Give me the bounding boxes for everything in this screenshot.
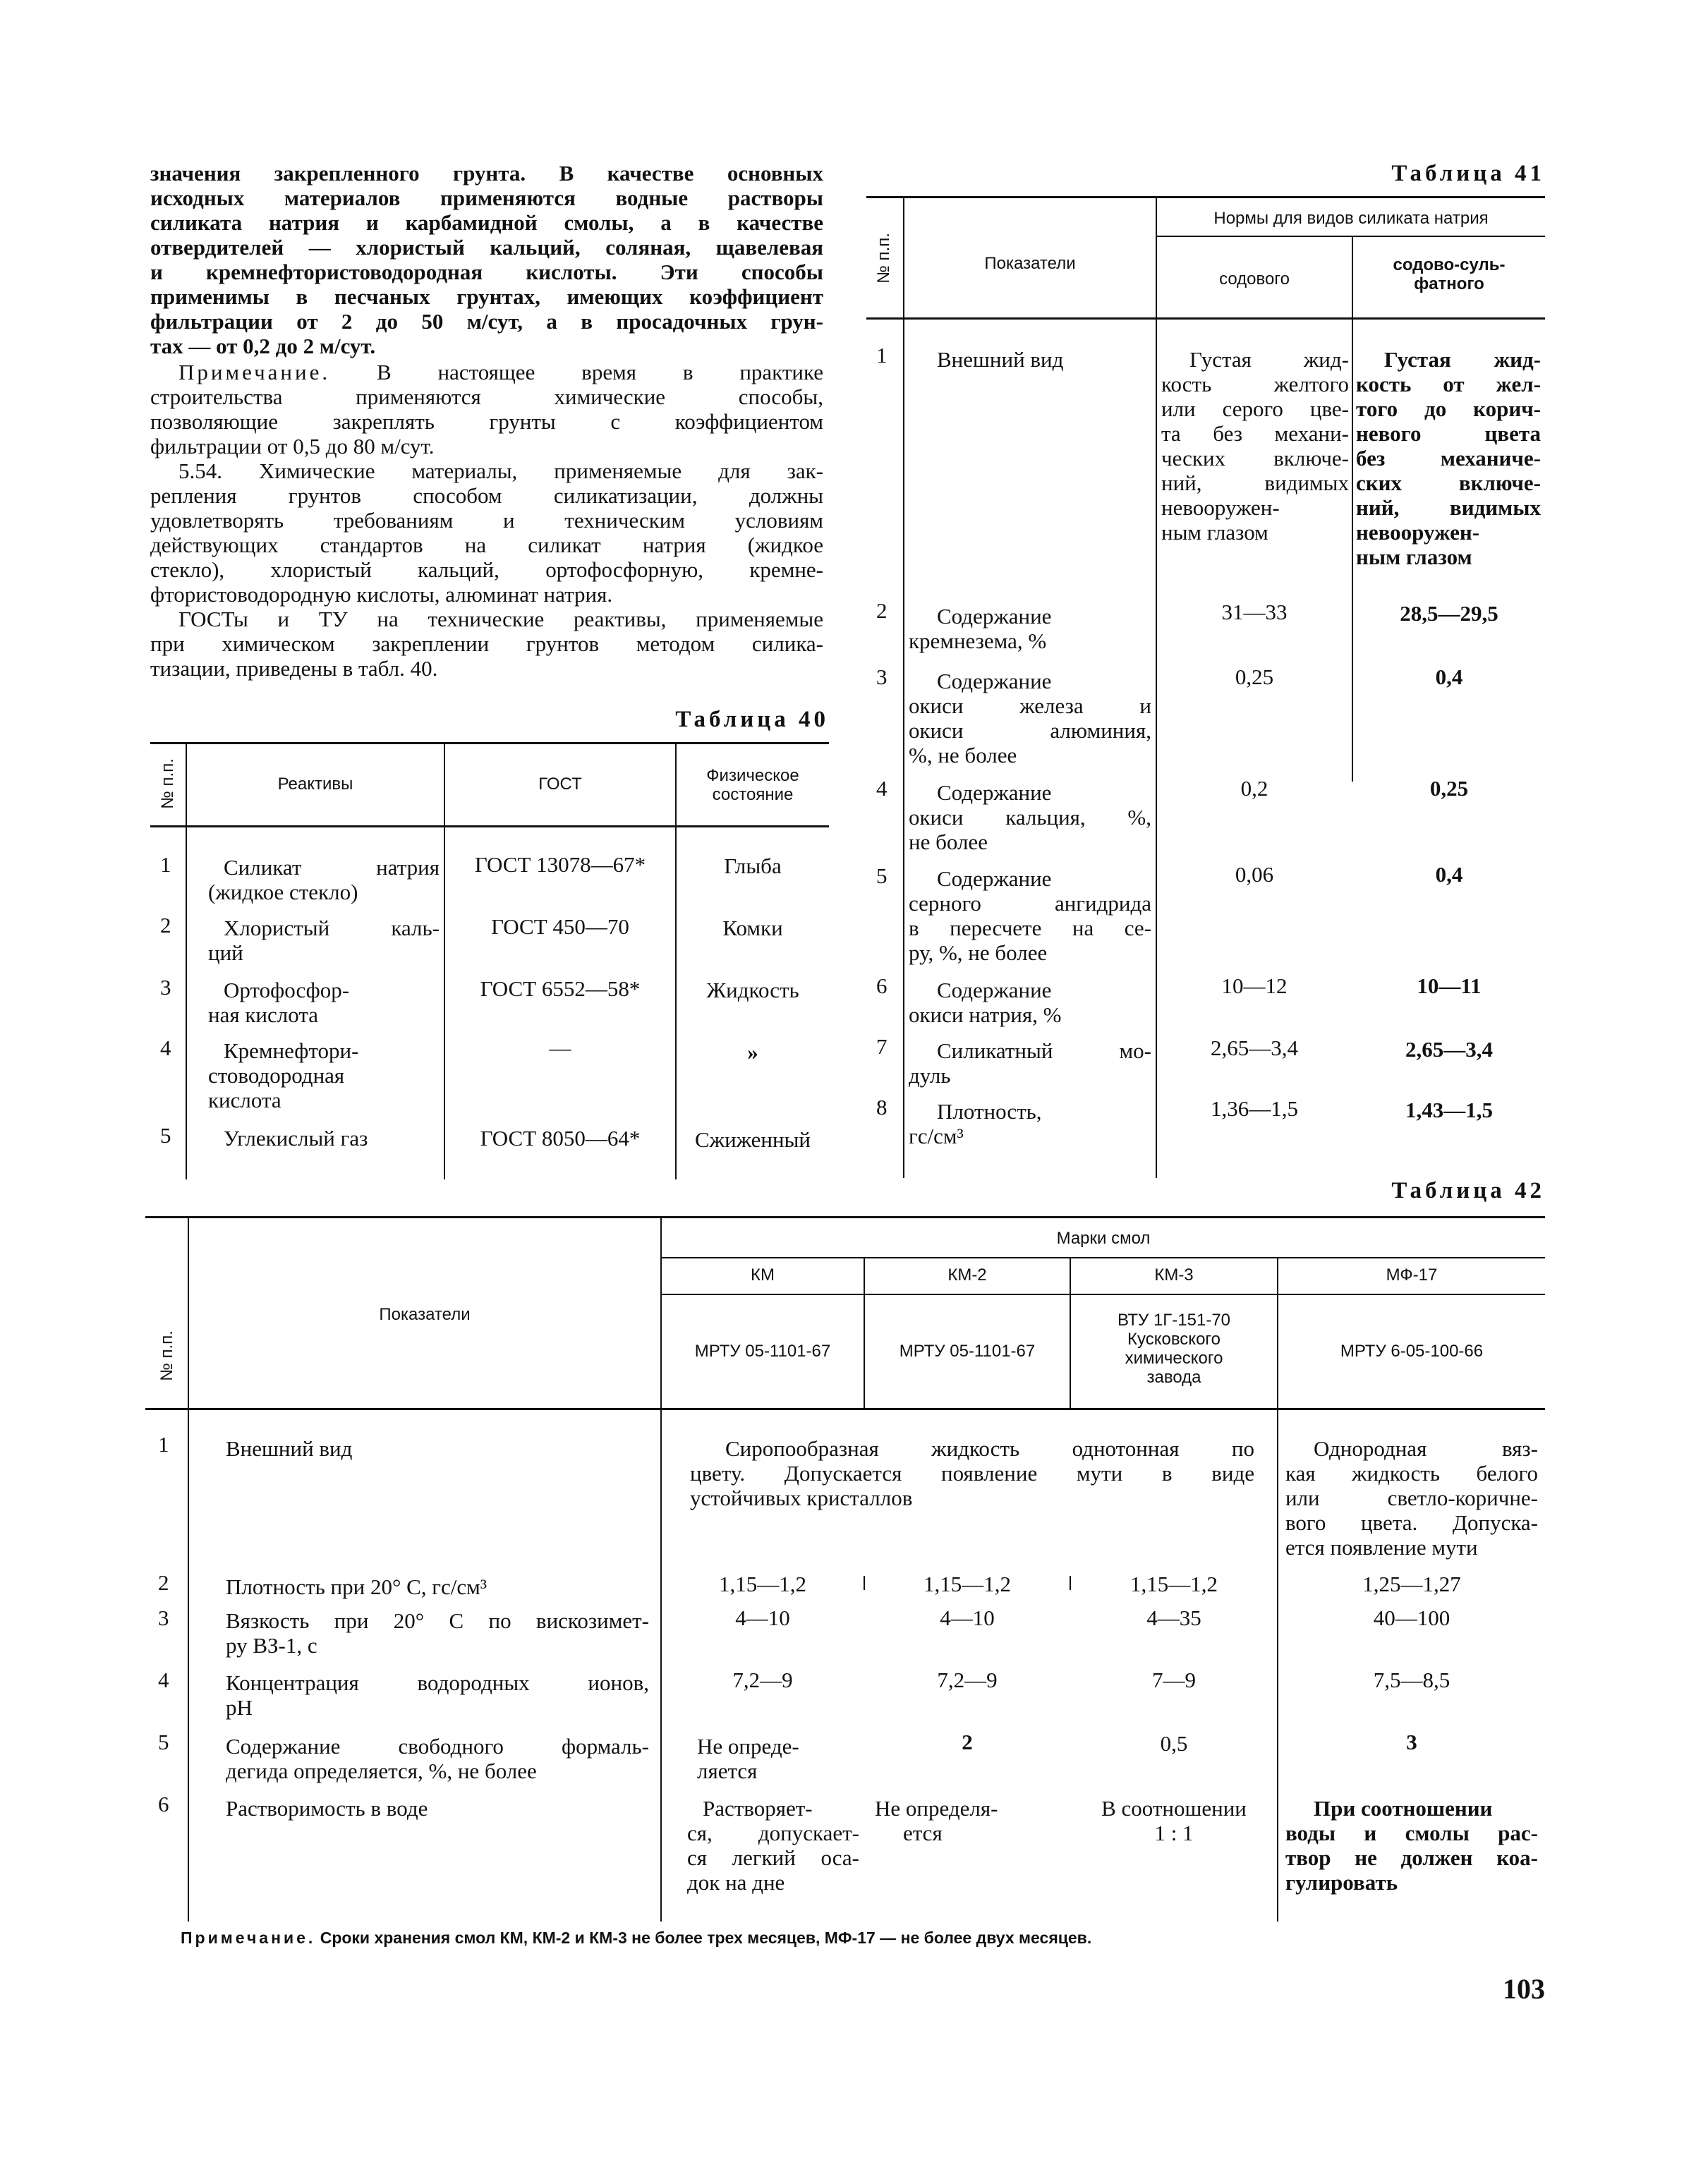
soda-sulf-cell: 0,25 <box>1429 776 1469 801</box>
cell-line: невооружен- <box>1161 495 1280 520</box>
gost-cell: ГОСТ 450—70 <box>491 914 629 939</box>
cell-line: Хлористый каль- <box>224 916 440 940</box>
cell-line: кость от жел- <box>1356 372 1541 396</box>
km3-cell: 7—9 <box>1152 1668 1196 1692</box>
km-cell: 1,15—1,2 <box>719 1572 806 1596</box>
cell-line: ется <box>903 1821 943 1845</box>
indicator-cell <box>226 1670 649 1720</box>
indicator-cell: Растворимость в воде <box>226 1796 428 1821</box>
row-number: 1 <box>876 343 888 368</box>
table41-caption: Таблица 41 <box>1391 161 1545 186</box>
row-number: 7 <box>876 1034 888 1059</box>
paragraph-2 <box>150 459 823 607</box>
cell-line: ческих включе- <box>1161 446 1349 471</box>
gost-cell: ГОСТ 6552—58* <box>480 976 641 1001</box>
mf17-cell: 1,25—1,27 <box>1362 1572 1461 1596</box>
cell-line: Плотность, <box>937 1099 1042 1124</box>
table40-caption: Таблица 40 <box>675 707 829 732</box>
table40-header-reagent: Реактивы <box>277 775 353 794</box>
km3-cell: 1,15—1,2 <box>1130 1572 1218 1596</box>
table40 <box>150 742 829 1179</box>
cell-line: Ортофосфор- <box>224 978 350 1002</box>
cell-line: или серого цве- <box>1161 396 1349 421</box>
text-line: применимы в песчаных грунтах, имеющих коэффициент <box>150 284 823 309</box>
table42-header-mf17: МФ-17 <box>1386 1265 1438 1285</box>
cell-line: устойчивых кристаллов <box>690 1486 913 1510</box>
reagent-cell <box>208 1126 440 1151</box>
indicator-cell <box>226 1734 649 1783</box>
cell-line: того до корич- <box>1356 396 1541 421</box>
header-line: содово-суль- <box>1393 255 1506 274</box>
row-number: 2 <box>160 913 171 937</box>
cell-line: Сиропообразная жидкость однотонная по <box>725 1436 1254 1461</box>
row-number: 6 <box>876 973 888 998</box>
text-line: силиката натрия и карбамидной смолы, а в качестве <box>150 210 823 235</box>
cell-line: ется появление мути <box>1285 1535 1478 1560</box>
cell-line: не более <box>909 830 988 854</box>
cell-line: Вязкость при 20° С по вискозимет- <box>226 1608 649 1633</box>
text-line: действующих стандартов на силикат натрия (жидкое <box>150 533 823 557</box>
km2-cell <box>875 1796 1065 1845</box>
cell-line: кислота <box>208 1088 281 1112</box>
table41-header-soda-sulf <box>1353 255 1545 293</box>
row-number: 5 <box>876 863 888 888</box>
cell-line: гулировать <box>1285 1870 1398 1895</box>
km2-cell: 1,15—1,2 <box>923 1572 1011 1596</box>
cell-line: ным глазом <box>1356 545 1472 569</box>
cell-line: pH <box>226 1695 253 1720</box>
text-line: фильтрации от 2 до 50 м/сут, а в просадочных грун- <box>150 309 823 334</box>
indicator-cell <box>226 1608 649 1658</box>
reagent-cell <box>208 978 440 1027</box>
header-line: ВТУ 1Г-151-70 <box>1117 1311 1231 1330</box>
cell-line: кремнезема, % <box>909 629 1047 653</box>
text-line: строительства применяются химические способы, <box>150 384 823 409</box>
mf17-cell <box>1285 1436 1538 1560</box>
cell-line: вого цвета. Допуска- <box>1285 1510 1538 1535</box>
header-line: состояние <box>712 785 794 804</box>
row-number: 5 <box>158 1730 169 1754</box>
text-line: репления грунтов способом силикатизации, должны <box>150 483 823 508</box>
cell-line: Внешний вид <box>226 1436 353 1461</box>
soda-cell <box>1161 347 1349 545</box>
table42-header-km: КМ <box>751 1265 775 1285</box>
cell-line: При соотношении <box>1314 1796 1493 1821</box>
row-number: 2 <box>158 1570 169 1595</box>
km3-cell: 4—35 <box>1146 1605 1201 1630</box>
table40-header-state <box>677 766 829 804</box>
mf17-cell: 40—100 <box>1373 1605 1450 1630</box>
note-paragraph <box>150 360 823 384</box>
cell-line: гс/см³ <box>909 1124 964 1148</box>
indicator-cell <box>226 1436 649 1461</box>
text-line: позволяющие закреплять грунты с коэффициентом <box>150 409 823 434</box>
note-text: В настоящее время в практике <box>376 360 823 384</box>
cell-line: В соотношении <box>1101 1796 1247 1821</box>
row-number: 6 <box>158 1792 169 1816</box>
merged-appearance-cell <box>690 1436 1254 1510</box>
cell-line: окиси алюминия, <box>909 718 1151 743</box>
row-number: 5 <box>160 1123 171 1148</box>
row-number: 3 <box>160 975 171 1000</box>
state-cell: Комки <box>722 916 783 940</box>
row-number: 4 <box>158 1668 169 1692</box>
row-number: 1 <box>160 852 171 877</box>
table42-caption: Таблица 42 <box>1391 1178 1545 1203</box>
cell-line: док на дне <box>687 1870 785 1895</box>
soda-sulf-cell: 10—11 <box>1417 973 1482 998</box>
soda-sulf-cell: 0,4 <box>1435 664 1463 689</box>
row-number: 8 <box>876 1095 888 1119</box>
cell-line: ций <box>208 940 243 965</box>
soda-cell: 2,65—3,4 <box>1211 1036 1298 1060</box>
km-cell <box>697 1734 859 1783</box>
soda-cell: 31—33 <box>1221 600 1288 624</box>
mf17-cell: 7,5—8,5 <box>1373 1668 1450 1692</box>
indicator-cell <box>909 1099 1151 1148</box>
table40-header-num: № п.п. <box>158 758 177 809</box>
cell-line: без механиче- <box>1356 446 1541 471</box>
table42-note <box>181 1929 1521 1948</box>
cell-line: Однородная вяз- <box>1314 1436 1538 1461</box>
table42-header-indicator: Показатели <box>379 1305 471 1324</box>
cell-line: твор не должен коа- <box>1285 1845 1538 1870</box>
cell-line: %, не более <box>909 743 1017 767</box>
table40-header-gost: ГОСТ <box>538 775 582 794</box>
row-number: 1 <box>158 1432 169 1457</box>
cell-line: Силикатный мо- <box>937 1038 1151 1063</box>
km-cell <box>687 1796 859 1895</box>
note-label: Примечание. <box>178 360 331 384</box>
cell-line: серного ангидрида <box>909 891 1151 916</box>
mf17-cell <box>1285 1796 1538 1895</box>
text-line: стекло), хлористый кальций, ортофосфорную, кремне- <box>150 557 823 582</box>
cell-line: Содержание <box>937 604 1052 629</box>
indicator-cell <box>909 1038 1151 1088</box>
cell-line: Растворяет- <box>703 1796 813 1821</box>
paragraph-1 <box>150 161 823 358</box>
table41-header-soda: содового <box>1219 269 1290 289</box>
km3-cell <box>1071 1796 1277 1845</box>
header-line: химического <box>1125 1349 1223 1368</box>
text-line: и кремнефтористоводородная кислоты. Эти способы <box>150 260 823 284</box>
table42-header-km2: КМ-2 <box>947 1265 987 1285</box>
gost-cell: ГОСТ 13078—67* <box>474 852 646 877</box>
cell-line: Не определя- <box>875 1796 998 1821</box>
row-number: 3 <box>876 664 888 689</box>
cell-line: Содержание <box>937 978 1052 1002</box>
indicator-cell: Плотность при 20° С, гс/см³ <box>226 1574 487 1599</box>
text-line: значения закрепленного грунта. В качестве основных <box>150 161 823 186</box>
cell-line: кая жидкость белого <box>1285 1461 1538 1486</box>
soda-cell: 10—12 <box>1221 973 1288 998</box>
indicator-cell <box>937 347 1149 372</box>
cell-line: ся легкий оса- <box>687 1845 859 1870</box>
cell-line: Силикат натрия <box>224 855 440 880</box>
table42 <box>145 1216 1545 1922</box>
cell-line: невооружен- <box>1356 520 1480 545</box>
table42-spec-mf17: МРТУ 6-05-100-66 <box>1340 1342 1484 1361</box>
reagent-cell <box>208 916 440 965</box>
cell-line: цвету. Допускается появление мути в виде <box>690 1461 1254 1486</box>
row-number: 3 <box>158 1605 169 1630</box>
cell-line: дегида определяется, %, не более <box>226 1759 537 1783</box>
table42-spec-km3 <box>1071 1311 1277 1387</box>
table42-spec-km2: МРТУ 05-1101-67 <box>899 1342 1036 1361</box>
soda-cell: 1,36—1,5 <box>1211 1096 1298 1121</box>
table42-spec-km: МРТУ 05-1101-67 <box>694 1342 831 1361</box>
km-cell: 7,2—9 <box>732 1668 793 1692</box>
row-number: 4 <box>876 776 888 801</box>
state-cell: Глыба <box>724 854 782 878</box>
cell-line: ляется <box>697 1759 758 1783</box>
text-line: тизации, приведены в табл. 40. <box>150 656 438 681</box>
cell-line: Углекислый газ <box>224 1126 368 1151</box>
cell-line: Густая жид- <box>1384 347 1541 372</box>
text-line: фтористоводородную кислоты, алюминат натрия. <box>150 582 613 607</box>
cell-line: ным глазом <box>1161 520 1268 545</box>
table41-header-norms: Нормы для видов силиката натрия <box>1213 209 1489 228</box>
cell-line: ся, допускает- <box>687 1821 859 1845</box>
text-line: ГОСТы и ТУ на технические реактивы, применяемые <box>178 607 823 631</box>
cell-line: стоводородная <box>208 1063 345 1088</box>
state-cell: Сжиженный <box>694 1127 811 1152</box>
cell-line: в пересчете на се- <box>909 916 1151 940</box>
cell-line: Содержание <box>937 780 1052 805</box>
reagent-cell <box>208 855 440 904</box>
row-number: 2 <box>876 598 888 623</box>
cell-line: или светло-коричне- <box>1285 1486 1538 1510</box>
km2-cell: 7,2—9 <box>937 1668 998 1692</box>
cell-line: Содержание <box>937 866 1052 891</box>
cell-line: та без механи- <box>1161 421 1349 446</box>
table41-header-indicator: Показатели <box>984 254 1076 273</box>
soda-sulf-cell: 1,43—1,5 <box>1405 1098 1493 1122</box>
text-line: тах — от 0,2 до 2 м/сут. <box>150 334 376 358</box>
note-text: Сроки хранения смол КМ, КМ-2 и КМ-3 не более трех месяцев, МФ-17 — не более двух месяцев. <box>320 1929 1092 1947</box>
cell-line: ний, видимых <box>1161 471 1349 495</box>
text-line: при химическом закреплении грунтов методом силика- <box>150 631 823 656</box>
cell-line: окиси железа и <box>909 693 1151 718</box>
table41 <box>866 196 1545 1178</box>
text-line: 5.54. Химические материалы, применяемые для зак- <box>178 459 823 483</box>
text-line: удовлетворять требованиям и техническим условиям <box>150 508 823 533</box>
cell-line: ских включе- <box>1356 471 1541 495</box>
state-cell: Жидкость <box>706 978 799 1002</box>
mf17-cell: 3 <box>1406 1730 1417 1754</box>
indicator-cell <box>909 669 1151 767</box>
note-label: Примечание. <box>181 1929 316 1947</box>
cell-line: Кремнефтори- <box>224 1038 359 1063</box>
gost-cell: ГОСТ 8050—64* <box>480 1126 641 1151</box>
soda-cell: 0,25 <box>1235 664 1274 689</box>
cell-line: воды и смолы рас- <box>1285 1821 1538 1845</box>
cell-line: Содержание свободного формаль- <box>226 1734 649 1759</box>
reagent-cell <box>208 1038 440 1112</box>
indicator-cell <box>909 604 1151 653</box>
cell-line: окиси натрия, % <box>909 1002 1062 1027</box>
cell-line: окиси кальция, %, <box>909 805 1151 830</box>
table42-header-km3: КМ-3 <box>1154 1265 1194 1285</box>
cell-line: Концентрация водородных ионов, <box>226 1670 649 1695</box>
soda-cell: 0,06 <box>1235 862 1274 887</box>
header-line: завода <box>1146 1368 1201 1387</box>
soda-sulf-cell <box>1356 347 1541 569</box>
cell-line: Содержание <box>937 669 1052 693</box>
indicator-cell <box>909 978 1151 1027</box>
text-line: исходных материалов применяются водные растворы <box>150 186 823 210</box>
text-line <box>178 360 823 384</box>
gost-cell: — <box>549 1036 571 1060</box>
text-line: отвердителей — хлористый кальций, соляная, щавелевая <box>150 235 823 260</box>
text-line: фильтрации от 0,5 до 80 м/сут. <box>150 434 435 459</box>
cell-line: Не опреде- <box>697 1734 799 1759</box>
soda-sulf-cell: 28,5—29,5 <box>1400 601 1498 626</box>
soda-sulf-cell: 2,65—3,4 <box>1405 1037 1493 1062</box>
cell-line: (жидкое стекло) <box>208 880 358 904</box>
km2-cell: 4—10 <box>940 1605 995 1630</box>
cell-line: невого цвета <box>1356 421 1541 446</box>
state-cell: » <box>747 1040 758 1064</box>
left-text-block <box>150 161 823 681</box>
cell-line: Внешний вид <box>937 347 1064 372</box>
km-cell: 4—10 <box>735 1605 790 1630</box>
indicator-cell <box>909 866 1151 965</box>
header-line: Кусковского <box>1127 1330 1221 1349</box>
cell-line: ру, %, не более <box>909 940 1048 965</box>
cell-line: 1 : 1 <box>1154 1821 1194 1845</box>
cell-line: дуль <box>909 1063 951 1088</box>
soda-cell: 0,2 <box>1240 776 1268 801</box>
cell-line: кость желтого <box>1161 372 1349 396</box>
row-number: 4 <box>160 1036 171 1060</box>
header-line: фатного <box>1414 274 1484 293</box>
table42-header-brands: Марки смол <box>1056 1229 1151 1248</box>
indicator-cell <box>909 780 1151 854</box>
table41-header-num: № п.п. <box>874 233 893 284</box>
cell-line: ру ВЗ-1, с <box>226 1633 317 1658</box>
soda-sulf-cell: 0,4 <box>1435 862 1463 887</box>
cell-line: Густая жид- <box>1189 347 1349 372</box>
km2-cell: 2 <box>962 1730 973 1754</box>
cell-line: ний, видимых <box>1356 495 1541 520</box>
page-number: 103 <box>1503 1973 1545 2005</box>
cell-line: ная кислота <box>208 1002 319 1027</box>
table42-header-num: № п.п. <box>157 1330 176 1381</box>
paragraph-3 <box>150 607 823 681</box>
header-line: Физическое <box>706 766 799 785</box>
km3-cell: 0,5 <box>1160 1731 1188 1756</box>
